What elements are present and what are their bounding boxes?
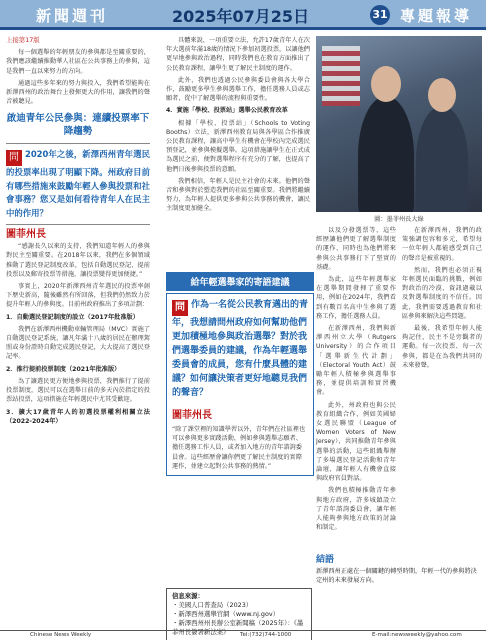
page-header xyxy=(0,0,486,30)
issue-date: 2025年07月25日 xyxy=(172,7,310,26)
conclusion-text: 新澤西州正處在一個關鍵的轉型時期，年輕一代的參與將決定州的未來發展方向。 xyxy=(316,568,477,585)
footer-publication: Chinese News Weekly xyxy=(30,632,92,638)
person-figure xyxy=(416,106,468,212)
footer-email: E-mail:newsweekly@yahoo.com xyxy=(372,632,462,638)
page-footer xyxy=(0,630,486,640)
intro-paragraph: 每一個選舉的年輕朋友的參與都是至關重要的，我們應該繼續推動華人社區在公共事務上的參與，這是我們一直以來努力的方向。 xyxy=(6,49,150,75)
body-paragraph: 最後，我希望年輕人能夠記住，民主不是旁觀者的運動。每一次投票、每一次參與，都是在為我們共同的未來發聲。 xyxy=(402,325,482,369)
advice-answer: “除了課堂裡的知識學習以外，青年們在社區裡也可以參與更多實踐活動，例如參與選舉志願者、擔任選務工作人員，或者加入地方的青年諮詢委員會。這些經歷會讓你們更了解民主制度的實際運作，並建立起對公共事務的熱情。” xyxy=(172,426,306,470)
section-heading: 啟迪青年公民參與：連續投票率下降趨勢 xyxy=(6,113,150,138)
question-mark-icon: 問 xyxy=(6,150,22,166)
section-title-left: 新聞週刊 xyxy=(36,7,109,25)
question-text: 2020年之後，新澤西州青年選民的投票率出現了明顯下降。州政府目前有哪些措施來鼓勵年輕人參與投票和社會事務？您又是如何看待青年人在民主中的作用？ xyxy=(6,149,150,218)
section-title-right: 專題報導 xyxy=(400,7,473,25)
list-item-title: 3．擴大17歲青年人的初選投票權利相關立法（2022-2024年） xyxy=(6,408,150,425)
article-column-3a xyxy=(316,226,396,536)
source-item: ・新澤西州選舉官網（www.nj.gov） xyxy=(172,610,280,618)
conclusion-heading: 結語 xyxy=(316,555,335,565)
body-paragraph: 然而，我們也必須正視年輕選民面臨的挑戰，例如對政治的冷漠、資訊過載以及對選舉制度的不信任。因此，我們需要透過教育和社區參與來解決這些問題。 xyxy=(402,266,482,320)
answer-paragraph: “感謝長久以來的支持，我們知道年輕人的參與對民主至關重要。在2018年以來，我們在多個領域推動了選民登記制度改革，包括自動選民登記、提前投票以及郵寄投票等措施，讓投票變得更加便捷。” xyxy=(6,243,150,278)
body-paragraph: 我們相信，年輕人是民主社會的未來。他們的聲音和參與對於塑造我們的社區至關重要。我們將繼續努力，為年輕人提供更多參與公共事務的機會，讓民主制度更加健全。 xyxy=(166,177,310,213)
body-paragraph: 具體來說，一項重要立法，允許17歲青年人在次年大選前年滿18歲的情況下參加初選投票，以讓他們更早地參與政治過程，同時我們也在教育方面推出了公民教育課程，讓學生更了解民主制度的運作。 xyxy=(166,37,310,72)
person-figure xyxy=(358,96,414,212)
body-paragraph: 通過這些多年來的努力與投入，我們希望能夠在新澤西州的政治舞台上發揮更大的作用，讓我們的聲音被聽見。 xyxy=(6,79,150,106)
question-mark-icon: 問 xyxy=(172,300,188,316)
list-item-title: 4．實施「學校、投票站」選舉公民教育改革 xyxy=(166,107,288,115)
list-item-text: 為了讓選民更方便地參與投票，我們推行了提前投票制度，選民可以在選舉日前的多天內於指定的投票站投票，這項措施在年輕選民中尤其受歡迎。 xyxy=(6,377,150,404)
conclusion-block xyxy=(316,552,482,585)
speaker-name: 圖菲州長 xyxy=(6,229,46,241)
source-item: ・美國人口普查局（2023） xyxy=(172,601,253,609)
governor-photo xyxy=(316,36,482,212)
advice-box-body xyxy=(166,293,314,476)
body-paragraph: 根據「學校、投票站」（Schools to Voting Booths）立法，新澤西州教育局與各學區合作推廣公民教育課程，讓高中學生有機會在學校內完成選民預登記，並參與模擬選舉。這項措施讓學生在正式成為選民之前，便對選舉程序有充分的了解，也提高了他們日後參與投票的意願。 xyxy=(166,119,310,173)
body-paragraph: 此外，州政府也與公民教育組織合作，例如美國婦女選民聯盟（League of Women Voters of New Jersey），共同推動青年參與選舉的活動，這些組織舉辦了多場選民登記活動和青年論壇，讓年輕人有機會直接與政府官員對話。 xyxy=(316,401,396,483)
flag-graphic xyxy=(322,46,360,106)
footer-phone: Tel:(732)744-1000 xyxy=(240,632,292,638)
list-item-title: 1．自動選民登記制度的設立（2017年批准版） xyxy=(6,313,139,321)
continued-from-label: 上接第17版 xyxy=(6,36,40,44)
body-paragraph: 我們也積極推動青年參與地方政府，許多城鎮設立了青年諮詢委員會，讓年輕人能夠參與地方政策的討論和制定。 xyxy=(316,487,396,532)
body-paragraph: 在新澤西州，我們與新澤西州立大學（Rutgers University）的合作項目「選舉新生代計劃」（Electoral Youth Act）鼓勵年輕人積極參與選舉事務，並提供培訓和實習機會。 xyxy=(316,325,396,397)
body-paragraph: 此外，我們也透過公民參與委員會與各大學合作，鼓勵更多學生參與選舉工作，擔任選務人員或志願者，從中了解選舉的流程與重要性。 xyxy=(166,76,310,103)
source-item: ・新澤西州州長辦公室新聞稿（2025年）：《墨菲州長簽署新法案》 xyxy=(172,619,304,636)
article-column-1 xyxy=(6,36,150,429)
body-paragraph: 以及分發選票等，這些經歷讓他們更了解選舉制度的運作，同時也為他們將來參與公共事務打下了堅實的基礎。 xyxy=(316,227,396,271)
answer-paragraph: 事實上，2020年新澤西州青年選民的投票率創下歷史新高，隨後雖然有所回落，但我們仍然致力於提升年輕人的參與度。目前州政府推出了多項計劃： xyxy=(6,283,150,309)
article-column-3b xyxy=(402,226,482,373)
advice-box-title: 給年輕選舉家的寄語建議 xyxy=(166,272,314,291)
advice-question: 作為一名從公民教育邁出的青年，我想請問州政府如何幫助他們更加積極地參與政治選舉？對於我們選舉委員的建議，作為年輕選舉委員會的成員，您有什麼具體的建議？如何讓決策者更好地聽見我們的聲音？ xyxy=(172,300,309,398)
list-item-text: 我們在新澤西州機動車輛管理局（MVC）實施了自動選民登記系統，讓凡年滿十八歲的居民在辦理駕照或身份證時自動完成選民登記，大大提高了選民登記率。 xyxy=(6,325,150,361)
person-head xyxy=(428,78,456,112)
page-number-badge: 31 xyxy=(370,5,390,25)
question-block xyxy=(6,143,150,225)
list-item-title: 2．推行提前投票制度（2021年批准版） xyxy=(6,365,121,373)
sources-heading: 信息來源： xyxy=(172,592,204,600)
body-paragraph: 為此，這些年輕選舉家在選舉期間發揮了重要作用，例如在2024年，我們看到有數百名高中生參與了選務工作，擔任選務人員。 xyxy=(316,276,396,320)
article-column-2 xyxy=(166,36,310,217)
body-paragraph: 在新澤西州，我們的政策強調包容和多元，希望每一位年輕人都能感受到自己的聲音是被重視的。 xyxy=(402,227,482,262)
photo-caption: 圖：墨菲州長大綠 xyxy=(374,216,424,223)
person-head xyxy=(371,66,401,102)
speaker-name: 圖菲州長 xyxy=(172,410,212,421)
advice-box xyxy=(166,272,314,606)
